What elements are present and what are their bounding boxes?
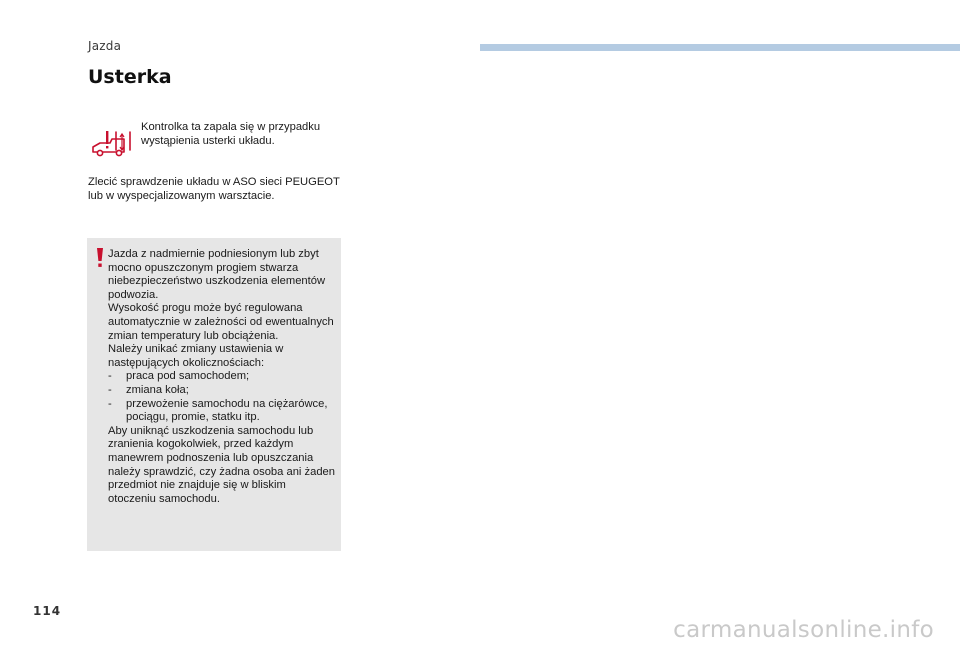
list-item: - praca pod samochodem;: [108, 370, 336, 384]
service-instruction: Zlecić sprawdzenie układu w ASO sieci PEUGEOT lub w wyspecjalizowanym warsztacie.: [88, 176, 340, 202]
note-paragraph: Wysokość progu może być regulowana automatycznie w zależności od ewentualnych zmian temperatury lub obciążenia.: [108, 302, 334, 342]
warning-light-description: Kontrolka ta zapala się w przypadku wystąpienia usterki układu.: [141, 121, 321, 147]
watermark: carmanualsonline.info: [673, 617, 934, 643]
caution-note-text: [108, 248, 336, 506]
caution-note-box: [87, 238, 341, 551]
section-header-label: Jazda: [88, 39, 122, 53]
exclamation-mark-icon: [95, 248, 105, 268]
suspension-fault-warning-icon: [90, 129, 134, 159]
list-item: - zmiana koła;: [108, 384, 336, 398]
note-paragraph: Jazda z nadmiernie podniesionym lub zbyt mocno opuszczonym progiem stwarza niebezpieczeństwo uszkodzenia elementów podwozia.: [108, 248, 326, 301]
page-number: 114: [33, 604, 62, 618]
header-accent-bar: [480, 44, 960, 51]
note-paragraph: Aby uniknąć uszkodzenia samochodu lub zranienia kogokolwiek, przed każdym manewrem podnoszenia lub opuszczania należy sprawdzić, czy żadna osoba ani żaden przedmiot nie znajduje się w bliskim otoczeniu samochodu.: [108, 424, 335, 505]
page-title: Usterka: [88, 66, 172, 88]
note-paragraph: Należy unikać zmiany ustawienia w następujących okolicznościach:: [108, 343, 284, 369]
list-item: - przewożenie samochodu na ciężarówce, pociągu, promie, statku itp.: [108, 398, 336, 425]
note-list: [108, 370, 336, 424]
